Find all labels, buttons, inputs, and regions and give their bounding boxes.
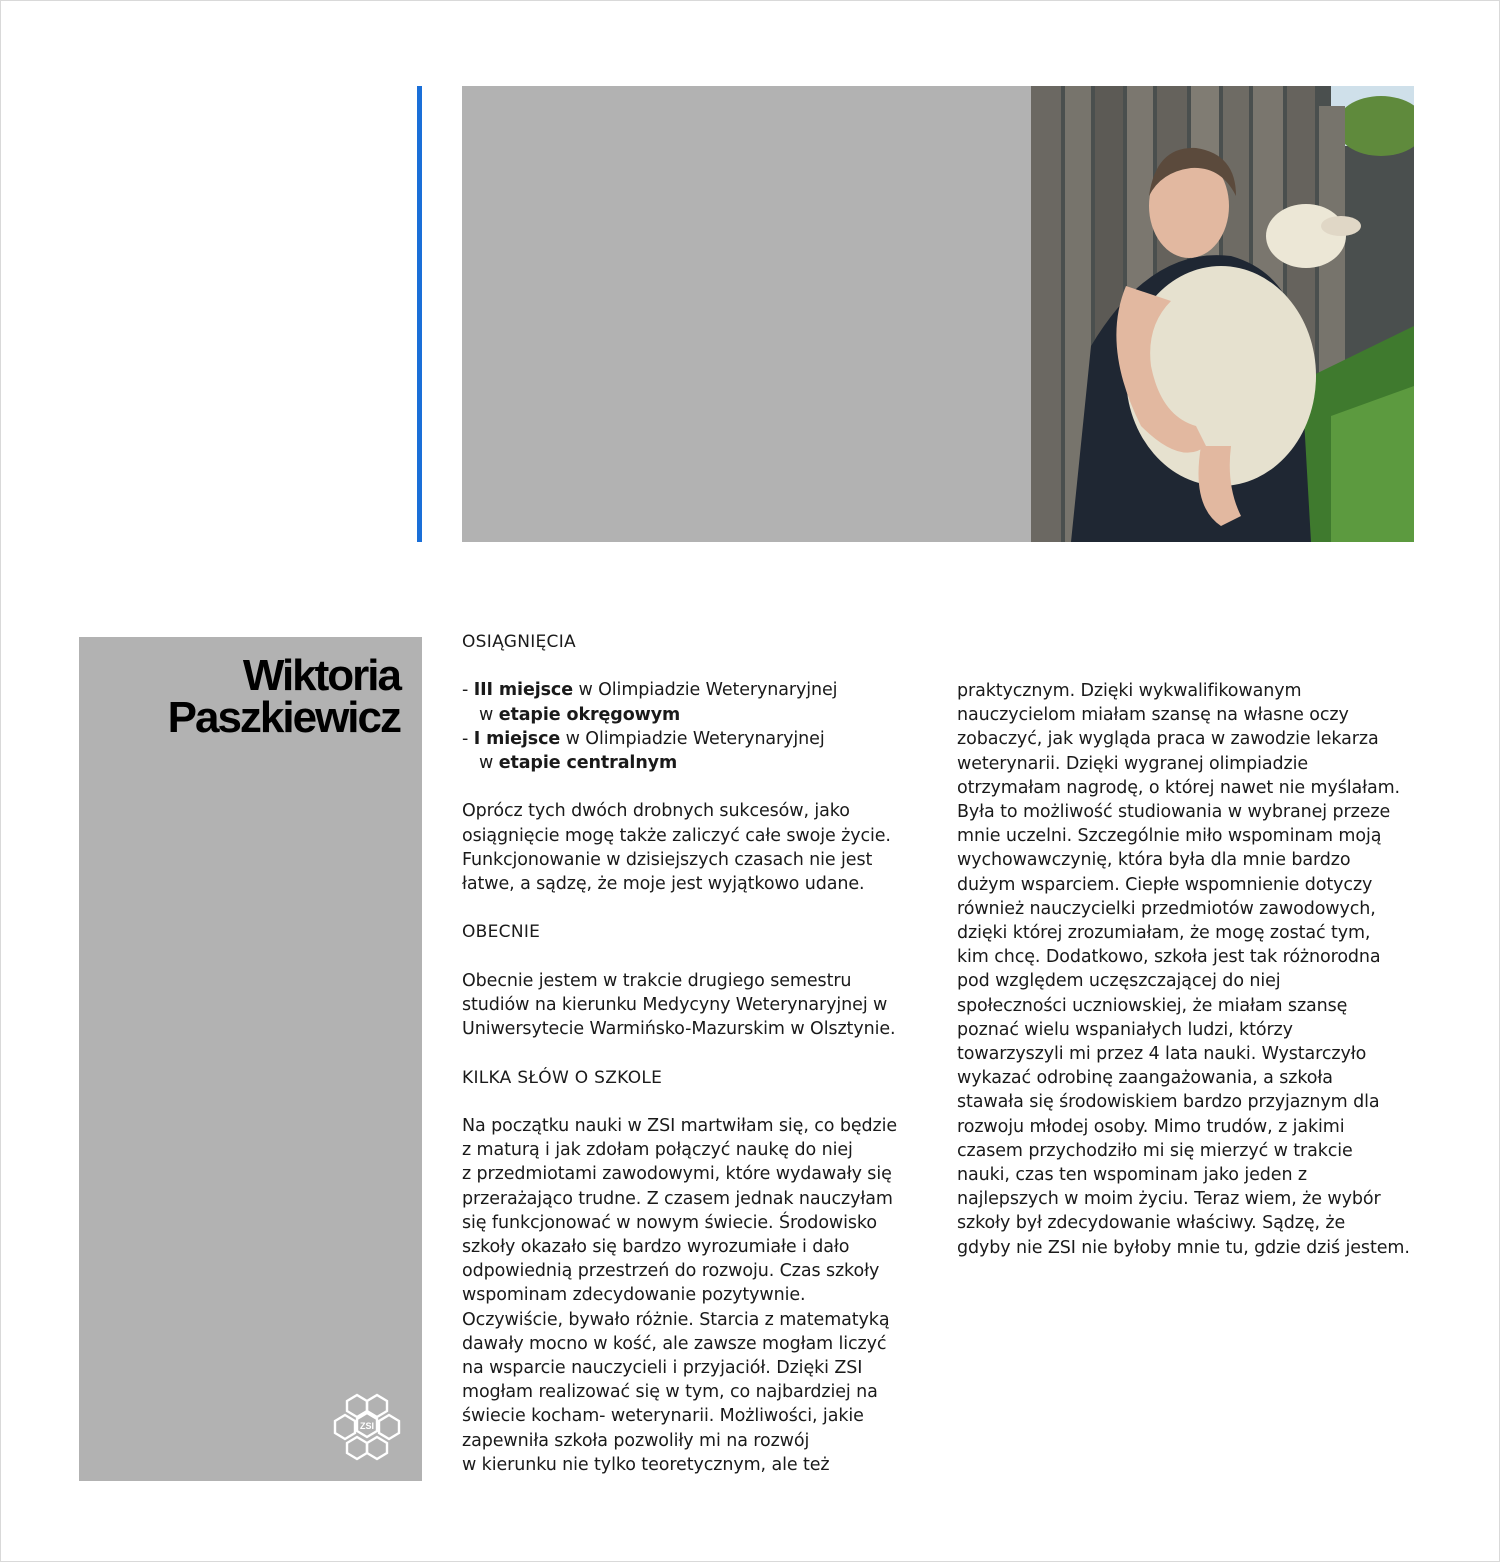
text-line: stawała się środowiskiem bardzo przyjaznym dla	[957, 1092, 1380, 1113]
achievement-event: w Olimpiadzie Weterynaryjnej	[572, 680, 838, 701]
text-line: wspominam zdecydowanie pozytywnie.	[462, 1285, 806, 1306]
text-line: społeczności uczniowskiej, że miałam szansę	[957, 995, 1348, 1016]
text-line: Na początku nauki w ZSI martwiłam się, co będzie	[462, 1115, 898, 1136]
achievements-list	[462, 678, 932, 775]
accent-bar	[417, 86, 422, 542]
text-line: również nauczycielki przedmiotów zawodowych,	[957, 898, 1376, 919]
text-line: zobaczyć, jak wygląda praca w zawodzie lekarza	[957, 729, 1379, 750]
person-name	[167, 651, 400, 742]
photo-illustration	[1031, 86, 1414, 542]
text-line: najlepszych w moim życiu. Teraz wiem, że wybór	[957, 1189, 1381, 1210]
text-line: gdyby nie ZSI nie byłoby mnie tu, gdzie dziś jestem.	[957, 1237, 1410, 1258]
achievement-item	[462, 678, 932, 726]
text-line: na wsparcie nauczycieli i przyjaciół. Dzięki ZSI	[462, 1358, 863, 1378]
name-panel	[79, 637, 422, 1481]
text-line: się funkcjonować w nowym świecie. Środowisko	[462, 1212, 877, 1233]
text-line: Była to możliwość studiowania w wybranej przeze	[957, 802, 1391, 823]
profile-photo	[1031, 86, 1414, 542]
text-line: dawały mocno w kość, ale zawsze mogłam liczyć	[462, 1333, 887, 1354]
text-line: łatwe, a sądzę, że moje jest wyjątkowo udane.	[462, 874, 865, 894]
text-line: szkoły okazało się bardzo wyrozumiałe i dało	[462, 1236, 850, 1257]
text-line: czasem przychodziło mi się mierzyć w trakcie	[957, 1140, 1353, 1161]
achievements-paragraph	[462, 799, 932, 896]
achievement-stage: etapie okręgowym	[498, 704, 681, 725]
text-line: Oczywiście, bywało różnie. Starcia z matematyką	[462, 1309, 890, 1330]
text-line: towarzyszyli mi przez 4 lata nauki. Wystarczyło	[957, 1044, 1367, 1065]
text-line: mnie uczelni. Szczególnie miło wspominam moją	[957, 826, 1382, 847]
school-logo-icon	[331, 1391, 403, 1463]
logo-text: ZSI	[359, 1421, 375, 1431]
achievement-event: w Olimpiadzie Weterynaryjnej	[560, 728, 825, 749]
text-line: świecie kocham- weterynarii. Możliwości, jakie	[462, 1406, 864, 1427]
current-heading: OBECNIE	[462, 922, 541, 943]
achievement-place: III miejsce	[473, 680, 573, 701]
text-line: Uniwersytecie Warmińsko-Mazurskim w Olsztynie.	[462, 1019, 896, 1040]
text-line: nauczycielom miałam szansę na własne oczy	[957, 705, 1349, 726]
list-dash: -	[462, 728, 474, 749]
text-line: weterynarii. Dzięki wygranej olimpiadzie	[957, 753, 1309, 774]
text-line: studiów na kierunku Medycyny Weterynaryjnej w	[462, 994, 888, 1015]
achievement-prep: w	[479, 753, 499, 773]
text-line: mogłam realizować się w tym, co najbardziej na	[462, 1382, 878, 1403]
text-line: wychowawczynię, która była dla mnie bardzo	[957, 850, 1351, 871]
text-line: odpowiednią przestrzeń do rozwoju. Czas szkoły	[462, 1261, 880, 1282]
first-name: Wiktoria	[242, 651, 400, 700]
text-line: osiągnięcie mogę także zaliczyć całe swoje życie.	[462, 825, 891, 846]
achievements-heading: OSIĄGNIĘCIA	[462, 632, 576, 652]
text-line: dużym wsparciem. Ciepłe wspomnienie dotyczy	[957, 874, 1373, 895]
text-line: szkoły był zdecydowanie właściwy. Sądzę, że	[957, 1213, 1346, 1234]
achievement-place: I miejsce	[473, 728, 561, 749]
content-column-left	[462, 630, 932, 1477]
school-paragraph-left	[462, 1114, 932, 1477]
last-name: Paszkiewicz	[167, 693, 400, 742]
text-line: rozwoju młodej osoby. Mimo trudów, z jakimi	[957, 1116, 1345, 1137]
text-line: Oprócz tych dwóch drobnych sukcesów, jako	[462, 801, 850, 822]
text-line: pod względem uczęszczającej do niej	[957, 971, 1281, 992]
list-dash: -	[462, 680, 474, 701]
header-gray-block	[462, 86, 1031, 542]
text-line: Obecnie jestem w trakcie drugiego semestru	[462, 970, 852, 991]
text-line: wykazać odrobinę zaangażowania, a szkoła	[957, 1068, 1333, 1089]
achievement-prep: w	[479, 704, 499, 725]
text-line: praktycznym. Dzięki wykwalifikowanym	[957, 681, 1302, 701]
achievement-item	[462, 727, 932, 775]
text-line: przerażająco trudne. Z czasem jednak nauczyłam	[462, 1188, 893, 1209]
content-column-right	[957, 679, 1427, 1260]
current-paragraph	[462, 969, 932, 1042]
text-line: w kierunku nie tylko teoretycznym, ale też	[462, 1454, 830, 1475]
achievement-stage: etapie centralnym	[498, 753, 678, 773]
text-line: z przedmiotami zawodowymi, które wydawały się	[462, 1164, 892, 1185]
school-heading: KILKA SŁÓW O SZKOLE	[462, 1067, 663, 1088]
text-line: zapewniła szkoła pozwoliły mi na rozwój	[462, 1430, 810, 1451]
text-line: dzięki której zrozumiałam, że mogę zostać tym,	[957, 923, 1371, 944]
school-paragraph-right	[957, 679, 1427, 1260]
text-line: kim chcę. Dodatkowo, szkoła jest tak różnorodna	[957, 947, 1381, 968]
text-line: z maturą i jak zdołam połączyć naukę do niej	[462, 1140, 853, 1161]
text-line: poznać wielu wspaniałych ludzi, którzy	[957, 1019, 1293, 1040]
text-line: otrzymałam nagrodę, o której nawet nie myślałam.	[957, 777, 1401, 798]
text-line: Funkcjonowanie w dzisiejszych czasach nie jest	[462, 849, 873, 870]
text-line: nauki, czas ten wspominam jako jeden z	[957, 1165, 1308, 1186]
